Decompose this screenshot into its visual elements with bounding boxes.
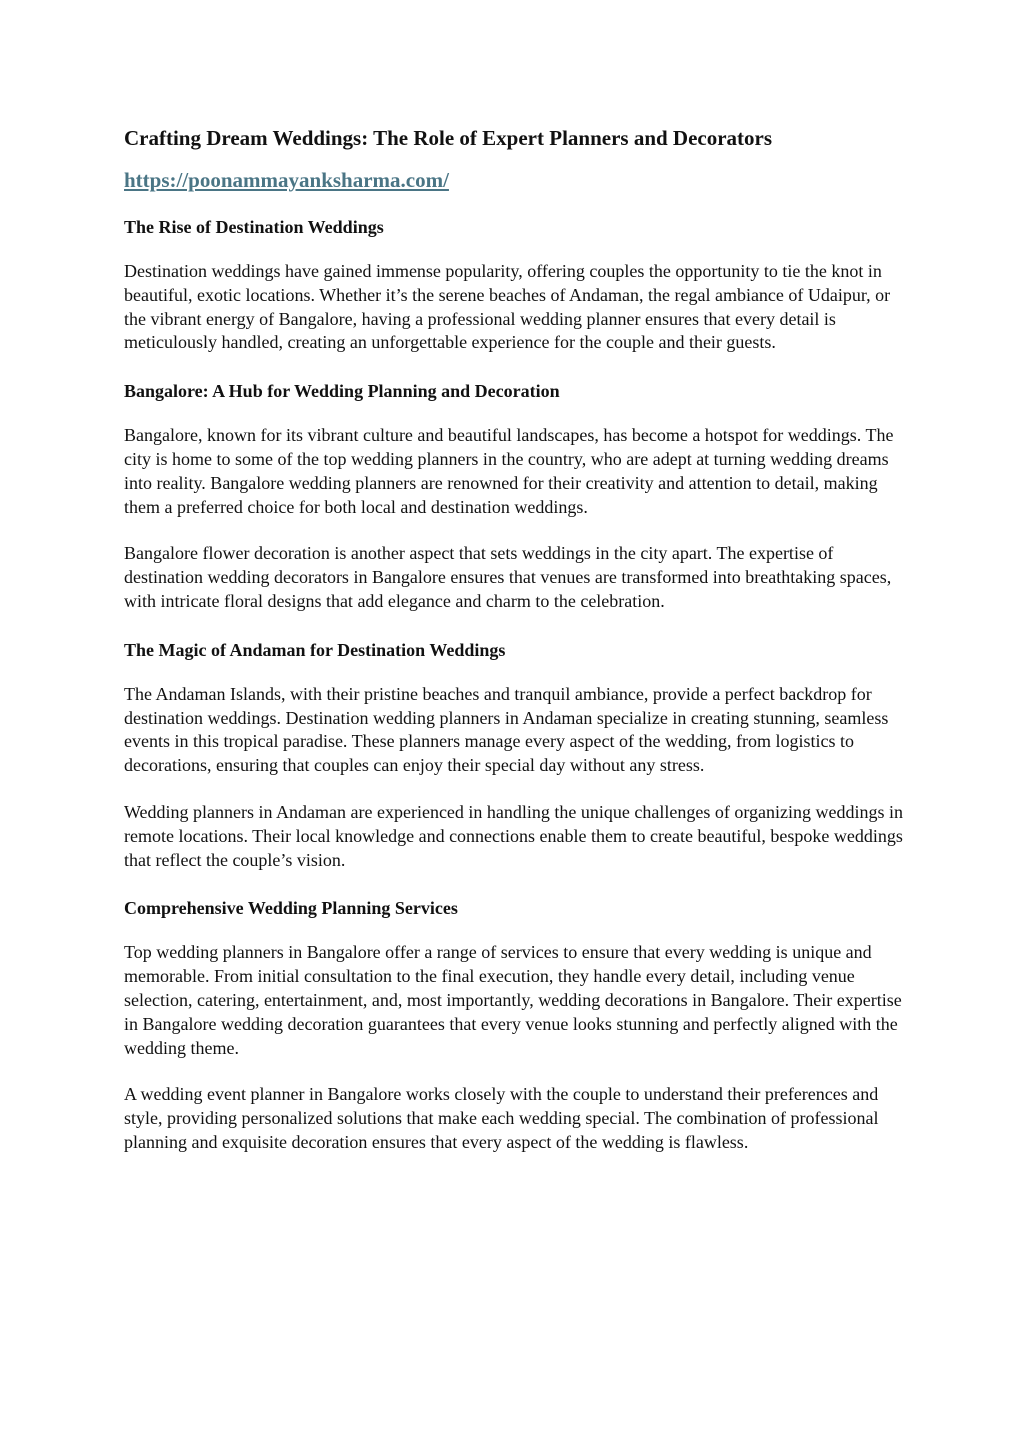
- section-bangalore-hub: [124, 378, 904, 614]
- paragraph: A wedding event planner in Bangalore works closely with the couple to understand their preferences and style, providing personalized solutions that make each wedding special. The combination of professional planning and exquisite decoration ensures that every aspect of the wedding is flawless.: [124, 1084, 879, 1152]
- paragraph: Top wedding planners in Bangalore offer a range of services to ensure that every wedding is unique and memorable. From initial consultation to the final execution, they handle every detail, including venue selection, catering, entertainment, and, most importantly, wedding decorations in Bangalore. Their expertise in Bangalore wedding decoration guarantees that every venue looks stunning and perfectly aligned with the wedding theme.: [124, 942, 902, 1058]
- section-heading: The Rise of Destination Weddings: [124, 217, 384, 237]
- section-comprehensive-services: [124, 895, 904, 1154]
- paragraph: Bangalore flower decoration is another aspect that sets weddings in the city apart. The expertise of destination wedding decorators in Bangalore ensures that venues are transformed into breathtaking spaces, with intricate floral designs that add elegance and charm to the celebration.: [124, 543, 892, 611]
- paragraph: Bangalore, known for its vibrant culture and beautiful landscapes, has become a hotspot for weddings. The city is home to some of the top wedding planners in the country, who are adept at turning wedding dreams into reality. Bangalore wedding planners are renowned for their creativity and attention to detail, making them a preferred choice for both local and destination weddings.: [124, 425, 894, 517]
- paragraph: The Andaman Islands, with their pristine beaches and tranquil ambiance, provide a perfect backdrop for destination weddings. Destination wedding planners in Andaman specialize in creating stunning, seamless events in this tropical paradise. These planners manage every aspect of the wedding, from logistics to decorations, ensuring that couples can enjoy their special day without any stress.: [124, 683, 889, 776]
- section-heading: Comprehensive Wedding Planning Services: [124, 898, 458, 919]
- section-heading: Bangalore: A Hub for Wedding Planning and Decoration: [124, 381, 560, 402]
- document-title: Crafting Dream Weddings: The Role of Expert Planners and Decorators: [124, 126, 773, 150]
- section-rise-destination-weddings: [124, 214, 904, 355]
- document-page: [124, 122, 904, 1178]
- paragraph: Destination weddings have gained immense popularity, offering couples the opportunity to tie the knot in beautiful, exotic locations. Whether it’s the serene beaches of Andaman, the regal ambiance of Udaipur, or the vibrant energy of Bangalore, having a professional wedding planner ensures that every detail is meticulously handled, creating an unforgettable experience for the couple and their guests.: [124, 261, 891, 353]
- website-link[interactable]: https://poonammayanksharma.com/: [124, 168, 449, 192]
- section-magic-of-andaman: [124, 637, 904, 873]
- paragraph: Wedding planners in Andaman are experienced in handling the unique challenges of organizing weddings in remote locations. Their local knowledge and connections enable them to create beautiful, bespoke weddings that reflect the couple’s vision.: [124, 801, 903, 870]
- section-heading: The Magic of Andaman for Destination Weddings: [124, 639, 506, 660]
